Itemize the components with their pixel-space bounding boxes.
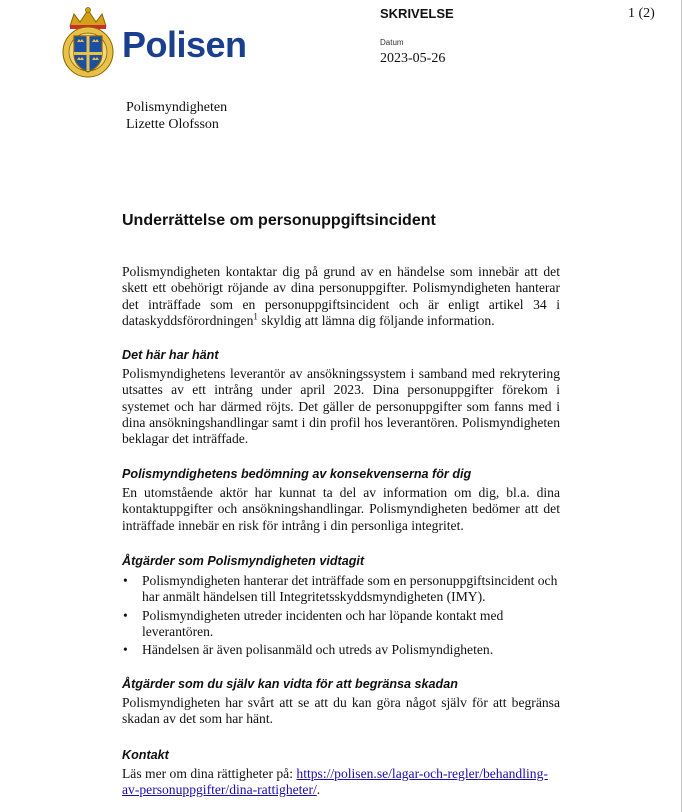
intro-text-end: skyldig att lämna dig följande information. [257,312,495,328]
sender-name: Lizette Olofsson [126,117,219,132]
intro-section [122,264,560,329]
footnote-ref: 1 [253,311,258,322]
measures-list [122,573,560,658]
list-item: • Händelsen är även polisanmäld och utreds av Polismyndigheten. [122,642,560,658]
section-assessment [122,466,560,534]
section-heading: Det här har hänt [122,348,219,362]
page-edge [681,0,682,812]
section-contact [122,747,560,799]
section-heading: Kontakt [122,748,169,762]
police-crest-icon [60,6,116,78]
intro-text: Polismyndigheten kontaktar dig på grund av en händelse som innebär att det skett ett obehörigt röjande av dina personuppgifter. Polismyndigheten hanterar det inträffade som en personuppgiftsincident och är enligt artikel 34 i dataskyddsförordningen [122,264,560,328]
section-paragraph: Polismyndighetens leverantör av ansökningssystem i samband med rekrytering utsattes av ett intrång under april 2023. Dina personuppgifter förekom i systemet och har därmed röjts. Det gäller de personuppgifter som fanns med i dina ansökningshandlingar samt i din profil hos leverantören. Polismyndigheten beklagar det inträffade. [122,366,560,447]
section-heading: Åtgärder som Polismyndigheten vidtagit [122,554,365,568]
intro-paragraph [122,264,560,329]
sender-block [126,99,227,133]
document-type: SKRIVELSE [380,6,454,21]
section-self-measures [122,676,560,728]
page-number: 1 (2) [628,6,655,21]
section-paragraph: En utomstående aktör har kunnat ta del av information om dig, bl.a. dina kontaktuppgifter och ansökningshandlingar. Polismyndigheten bedömer att det inträffade innebär en risk för intrång i din personliga integritet. [122,485,560,533]
sender-organization: Polismyndigheten [126,100,228,115]
contact-text: Läs mer om dina rättigheter på: [122,766,297,781]
date-label: Datum [380,38,404,47]
list-item: • Polismyndigheten hanterar det inträffade som en personuppgiftsincident och har anmält händelsen till Integritetsskyddsmyndigheten (IMY). [122,573,560,606]
list-item: • Polismyndigheten utreder incidenten och har löpande kontakt med leverantören. [122,608,560,641]
polisen-wordmark: Polisen [122,24,247,65]
section-measures [122,553,560,660]
contact-text-end: . [316,782,321,798]
document-title: Underrättelse om personuppgiftsincident [122,212,436,229]
contact-paragraph [122,766,560,799]
section-heading: Åtgärder som du själv kan vidta för att begränsa skadan [122,677,458,691]
rights-link[interactable]: https://polisen.se/lagar-och-regler/behandling-av-personuppgifter/dina-rattigheter/ [122,766,548,798]
section-heading: Polismyndighetens bedömning av konsekvenserna för dig [122,467,472,481]
section-paragraph: Polismyndigheten har svårt att se att du kan göra något själv för att begränsa skadan av det som har hänt. [122,695,560,727]
date-value: 2023-05-26 [380,51,446,66]
section-happened [122,347,560,447]
polisen-logo [60,6,260,78]
